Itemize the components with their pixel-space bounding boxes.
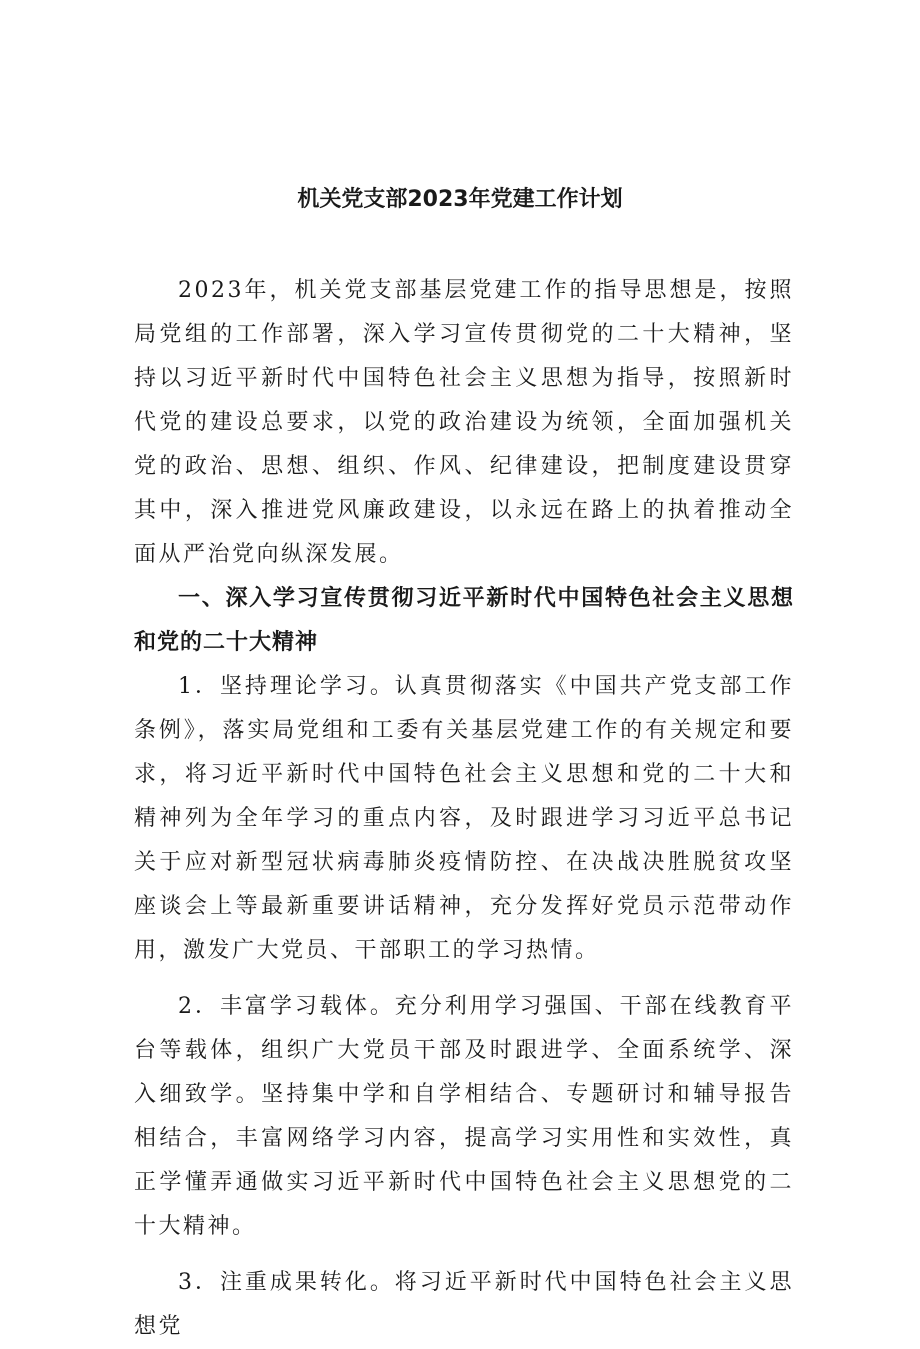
- list-item-paragraph: 1．坚持理论学习。认真贯彻落实《中国共产党支部工作条例》，落实局党组和工委有关基层党建工作的有关规定和要求，将习近平新时代中国特色社会主义思想和党的二十大和精神列为全年学习的重点内容，及时跟进学习习近平总书记关于应对新型冠状病毒肺炎疫情防控、在决战决胜脱贫攻坚座谈会上等最新重要讲话精神，充分发挥好党员示范带动作用，激发广大党员、干部职工的学习热情。: [134, 674, 794, 963]
- list-item-paragraph: 3．注重成果转化。将习近平新时代中国特色社会主义思想党: [134, 1270, 794, 1339]
- list-item-paragraph: 2．丰富学习载体。充分利用学习强国、干部在线教育平台等载体，组织广大党员干部及时跟进学、全面系统学、深入细致学。坚持集中学和自学相结合、专题研讨和辅导报告相结合，丰富网络学习内容，提高学习实用性和实效性，真正学懂弄通做实习近平新时代中国特色社会主义思想党的二十大精神。: [134, 994, 794, 1239]
- document-title: 机关党支部2023年党建工作计划: [297, 187, 623, 212]
- paragraph-spacer: [134, 973, 794, 985]
- paragraph-spacer: [134, 1249, 794, 1261]
- document-body: [134, 269, 794, 1349]
- intro-paragraph: 2023年，机关党支部基层党建工作的指导思想是，按照局党组的工作部署，深入学习宣传贯彻党的二十大精神，坚持以习近平新时代中国特色社会主义思想为指导，按照新时代党的建设总要求，以党的政治建设为统领，全面加强机关党的政治、思想、组织、作风、纪律建设，把制度建设贯穿其中，深入推进党风廉政建设，以永远在路上的执着推动全面从严治党向纵深发展。: [134, 278, 794, 567]
- section-heading: 一、深入学习宣传贯彻习近平新时代中国特色社会主义思想和党的二十大精神: [134, 586, 794, 655]
